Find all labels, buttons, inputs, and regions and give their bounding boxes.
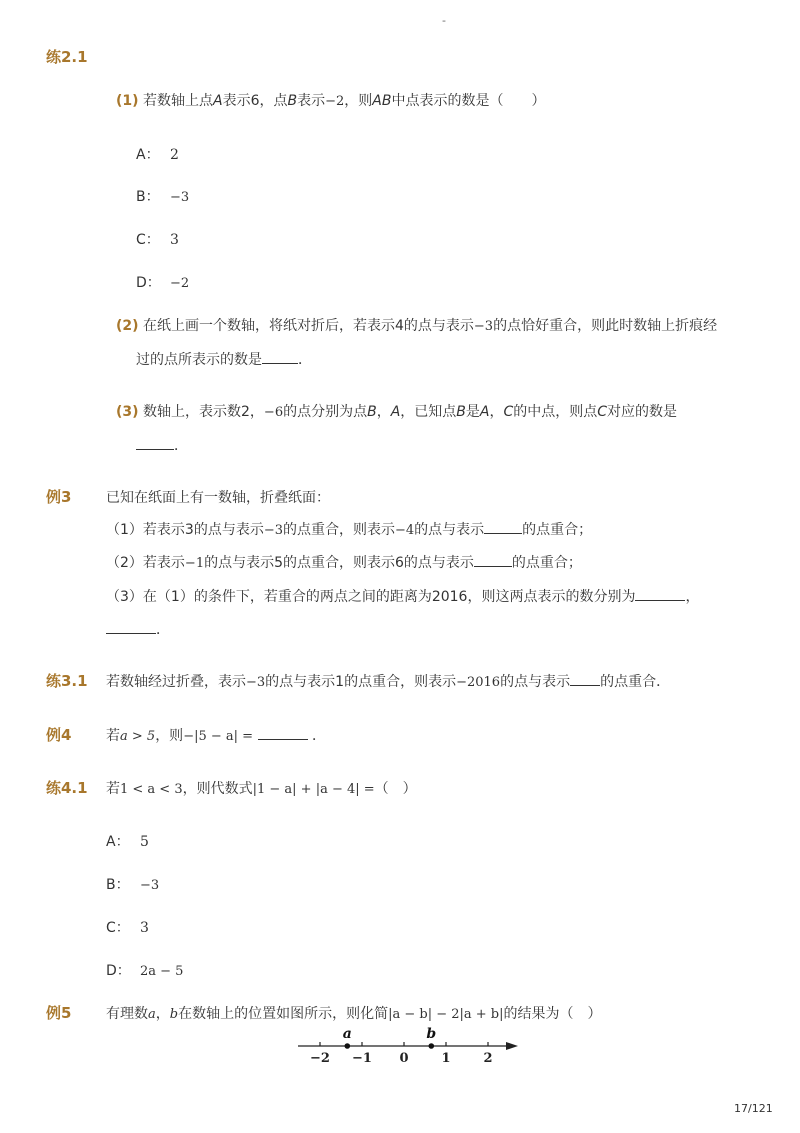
tick-label: −2 xyxy=(310,1051,330,1066)
question-2-1-2: (2) 在纸上画一个数轴，将纸对折后，若表示4的点与表示−3的点恰好重合，则此时数轴上折痕经 xyxy=(116,318,718,334)
example-3-label: 例3 xyxy=(46,488,72,506)
option-b[interactable]: B： −3 xyxy=(106,877,160,893)
option-d[interactable]: D： −2 xyxy=(136,275,190,291)
answer-blank[interactable] xyxy=(635,588,685,601)
exercise-3-1-label: 练3.1 xyxy=(46,672,88,690)
question-2-1-1: (1) 若数轴上点A表示6，点B表示−2，则AB中点表示的数是（ ） xyxy=(116,93,546,109)
answer-blank[interactable] xyxy=(106,621,156,634)
tick-label: 1 xyxy=(441,1051,451,1066)
answer-blank[interactable] xyxy=(484,521,522,534)
answer-blank[interactable] xyxy=(136,437,174,450)
question-number: (1) xyxy=(116,93,139,109)
tick-label: 2 xyxy=(483,1051,493,1066)
point-label-a: a xyxy=(342,1026,352,1042)
answer-blank[interactable] xyxy=(258,727,308,740)
example-5-label: 例5 xyxy=(46,1004,72,1022)
option-c[interactable]: C： 3 xyxy=(106,920,149,936)
example-3-part-1: （1）若表示3的点与表示−3的点重合，则表示−4的点与表示 的点重合； xyxy=(106,522,593,538)
exercise-2-1-label: 练2.1 xyxy=(46,48,88,66)
point-a xyxy=(345,1043,351,1049)
question-2-1-2-line2: 过的点所表示的数是 ． xyxy=(136,352,312,368)
exercise-4-1-label: 练4.1 xyxy=(46,779,88,797)
exercise-3-1-text: 若数轴经过折叠，表示−3的点与表示1的点重合，则表示−2016的点与表示 的点重合． xyxy=(106,674,671,690)
example-4-label: 例4 xyxy=(46,726,72,744)
option-a[interactable]: A： 2 xyxy=(136,147,179,163)
example-3-intro: 已知在纸面上有一数轴，折叠纸面： xyxy=(106,490,330,506)
point-b xyxy=(429,1043,435,1049)
tick-label: −1 xyxy=(352,1051,372,1066)
example-5-text: 有理数a，b在数轴上的位置如图所示，则化简|a − b| − 2|a + b|的结果为（ ） xyxy=(106,1006,602,1022)
point-label-b: b xyxy=(426,1026,437,1042)
axis-arrow-icon xyxy=(506,1042,518,1050)
example-3-part-2: （2）若表示−1的点与表示5的点重合，则表示6的点与表示 的点重合； xyxy=(106,555,582,571)
exercise-4-1-text: 若1 < a < 3，则代数式|1 − a| + |a − 4| =（ ） xyxy=(106,781,417,797)
tick-label: 0 xyxy=(399,1051,409,1066)
header-mark: - xyxy=(442,14,446,27)
option-d[interactable]: D： 2a − 5 xyxy=(106,963,184,979)
option-b[interactable]: B： −3 xyxy=(136,189,190,205)
example-3-part-3-line2: ． xyxy=(106,619,170,639)
option-c[interactable]: C： 3 xyxy=(136,232,179,248)
answer-blank[interactable] xyxy=(474,554,512,567)
answer-blank[interactable] xyxy=(262,351,298,364)
page-number: 17/121 xyxy=(734,1102,773,1115)
answer-blank[interactable] xyxy=(570,673,600,686)
question-2-1-3-line2: ． xyxy=(136,435,188,455)
option-a[interactable]: A： 5 xyxy=(106,834,149,850)
example-3-part-3: （3）在（1）的条件下，若重合的两点之间的距离为2016，则这两点表示的数分别为 ， xyxy=(106,589,700,605)
example-4-text: 若a > 5，则−|5 − a| = ． xyxy=(106,728,326,744)
number-line-figure xyxy=(292,1022,524,1068)
question-2-1-3: (3) 数轴上，表示数2，−6的点分别为点B，A，已知点B是A，C的中点，则点C对应的数是 xyxy=(116,404,678,420)
